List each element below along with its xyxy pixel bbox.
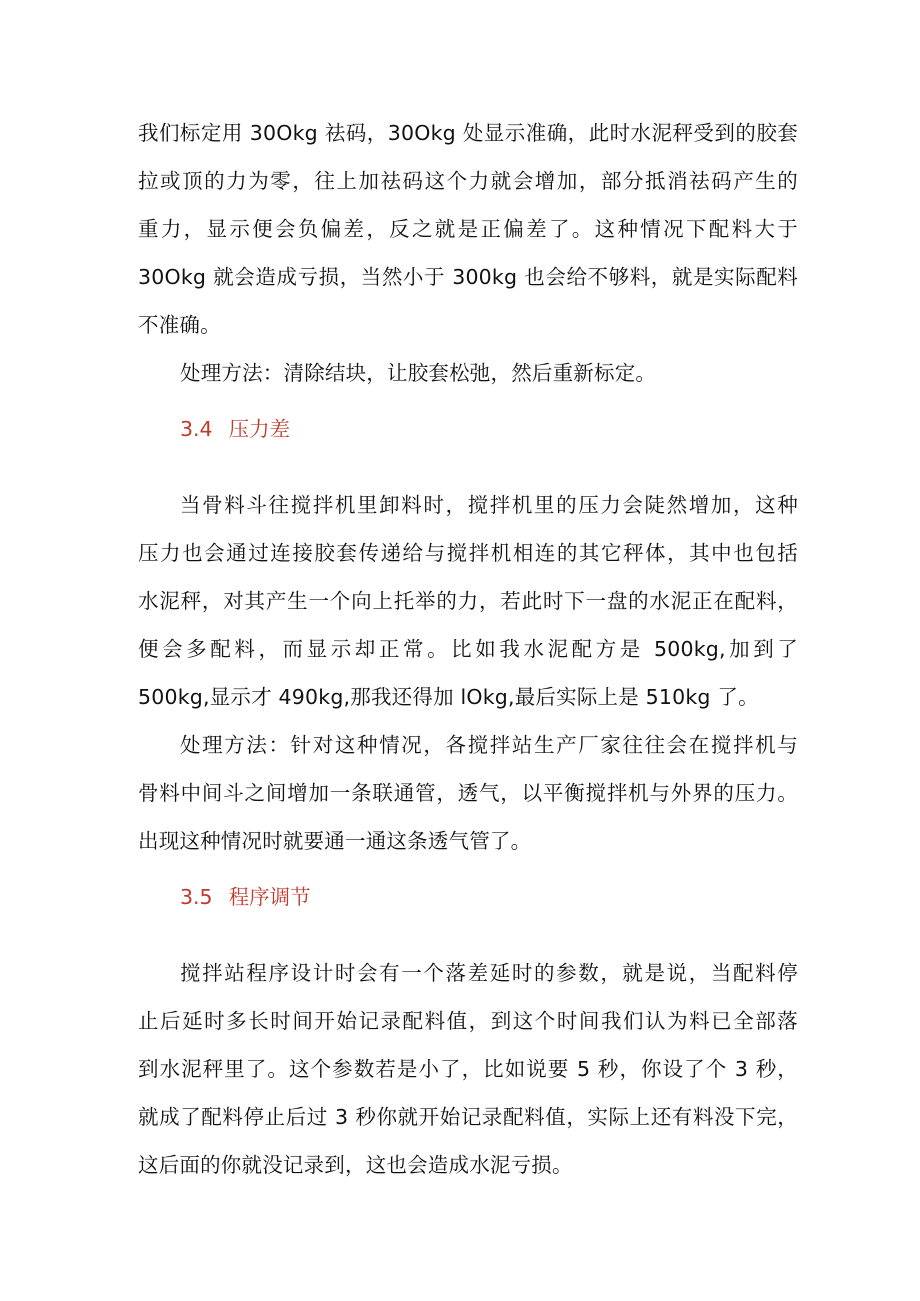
- section-number: 3.5: [180, 885, 213, 909]
- section-title: 压力差: [228, 417, 291, 441]
- paragraph-line: 这后面的你就没记录到，这也会造成水泥亏损。: [138, 1153, 573, 1177]
- paragraph-line: 便会多配料，而显示却正常。比如我水泥配方是 500kg,加到了: [138, 637, 798, 661]
- paragraph-line: 压力也会通过连接胶套传递给与搅拌机相连的其它秤体，其中也包括: [138, 541, 798, 565]
- section-title: 程序调节: [228, 885, 311, 909]
- method-line: 处理方法：清除结块，让胶套松弛，然后重新标定。: [180, 361, 657, 385]
- section-heading: [180, 882, 311, 912]
- method-line: 出现这种情况时就要通一通这条透气管了。: [138, 829, 532, 853]
- paragraph-line: 到水泥秤里了。这个参数若是小了，比如说要 5 秒，你设了个 3 秒，: [138, 1057, 798, 1081]
- paragraph-line: 我们标定用 30Okg 祛码，30Okg 处显示准确，此时水泥秤受到的胶套: [138, 121, 798, 145]
- paragraph-line: 拉或顶的力为零，往上加祛码这个力就会增加，部分抵消祛码产生的: [138, 169, 798, 193]
- paragraph-line: 30Okg 就会造成亏损，当然小于 300kg 也会给不够料，就是实际配料: [138, 265, 798, 289]
- section-heading: [180, 414, 290, 444]
- paragraph-line: 不准确。: [138, 313, 221, 337]
- method-line: 骨料中间斗之间增加一条联通管，透气，以平衡搅拌机与外界的压力。: [138, 781, 798, 805]
- paragraph-line: 水泥秤，对其产生一个向上托举的力，若此时下一盘的水泥正在配料，: [138, 589, 798, 613]
- paragraph-line: 重力，显示便会负偏差，反之就是正偏差了。这种情况下配料大于: [138, 217, 798, 241]
- paragraph-line: 搅拌站程序设计时会有一个落差延时的参数，就是说，当配料停: [180, 961, 798, 985]
- paragraph-line: 止后延时多长时间开始记录配料值，到这个时间我们认为料已全部落: [138, 1009, 798, 1033]
- method-line: 处理方法：针对这种情况，各搅拌站生产厂家往往会在搅拌机与: [180, 733, 798, 757]
- paragraph-line: 500kg,显示才 490kg,那我还得加 lOkg,最后实际上是 510kg 了。: [138, 685, 759, 709]
- section-number: 3.4: [180, 417, 213, 441]
- paragraph-line: 当骨料斗往搅拌机里卸料时，搅拌机里的压力会陡然增加，这种: [180, 493, 798, 517]
- paragraph-line: 就成了配料停止后过 3 秒你就开始记录配料值，实际上还有料没下完，: [138, 1105, 798, 1129]
